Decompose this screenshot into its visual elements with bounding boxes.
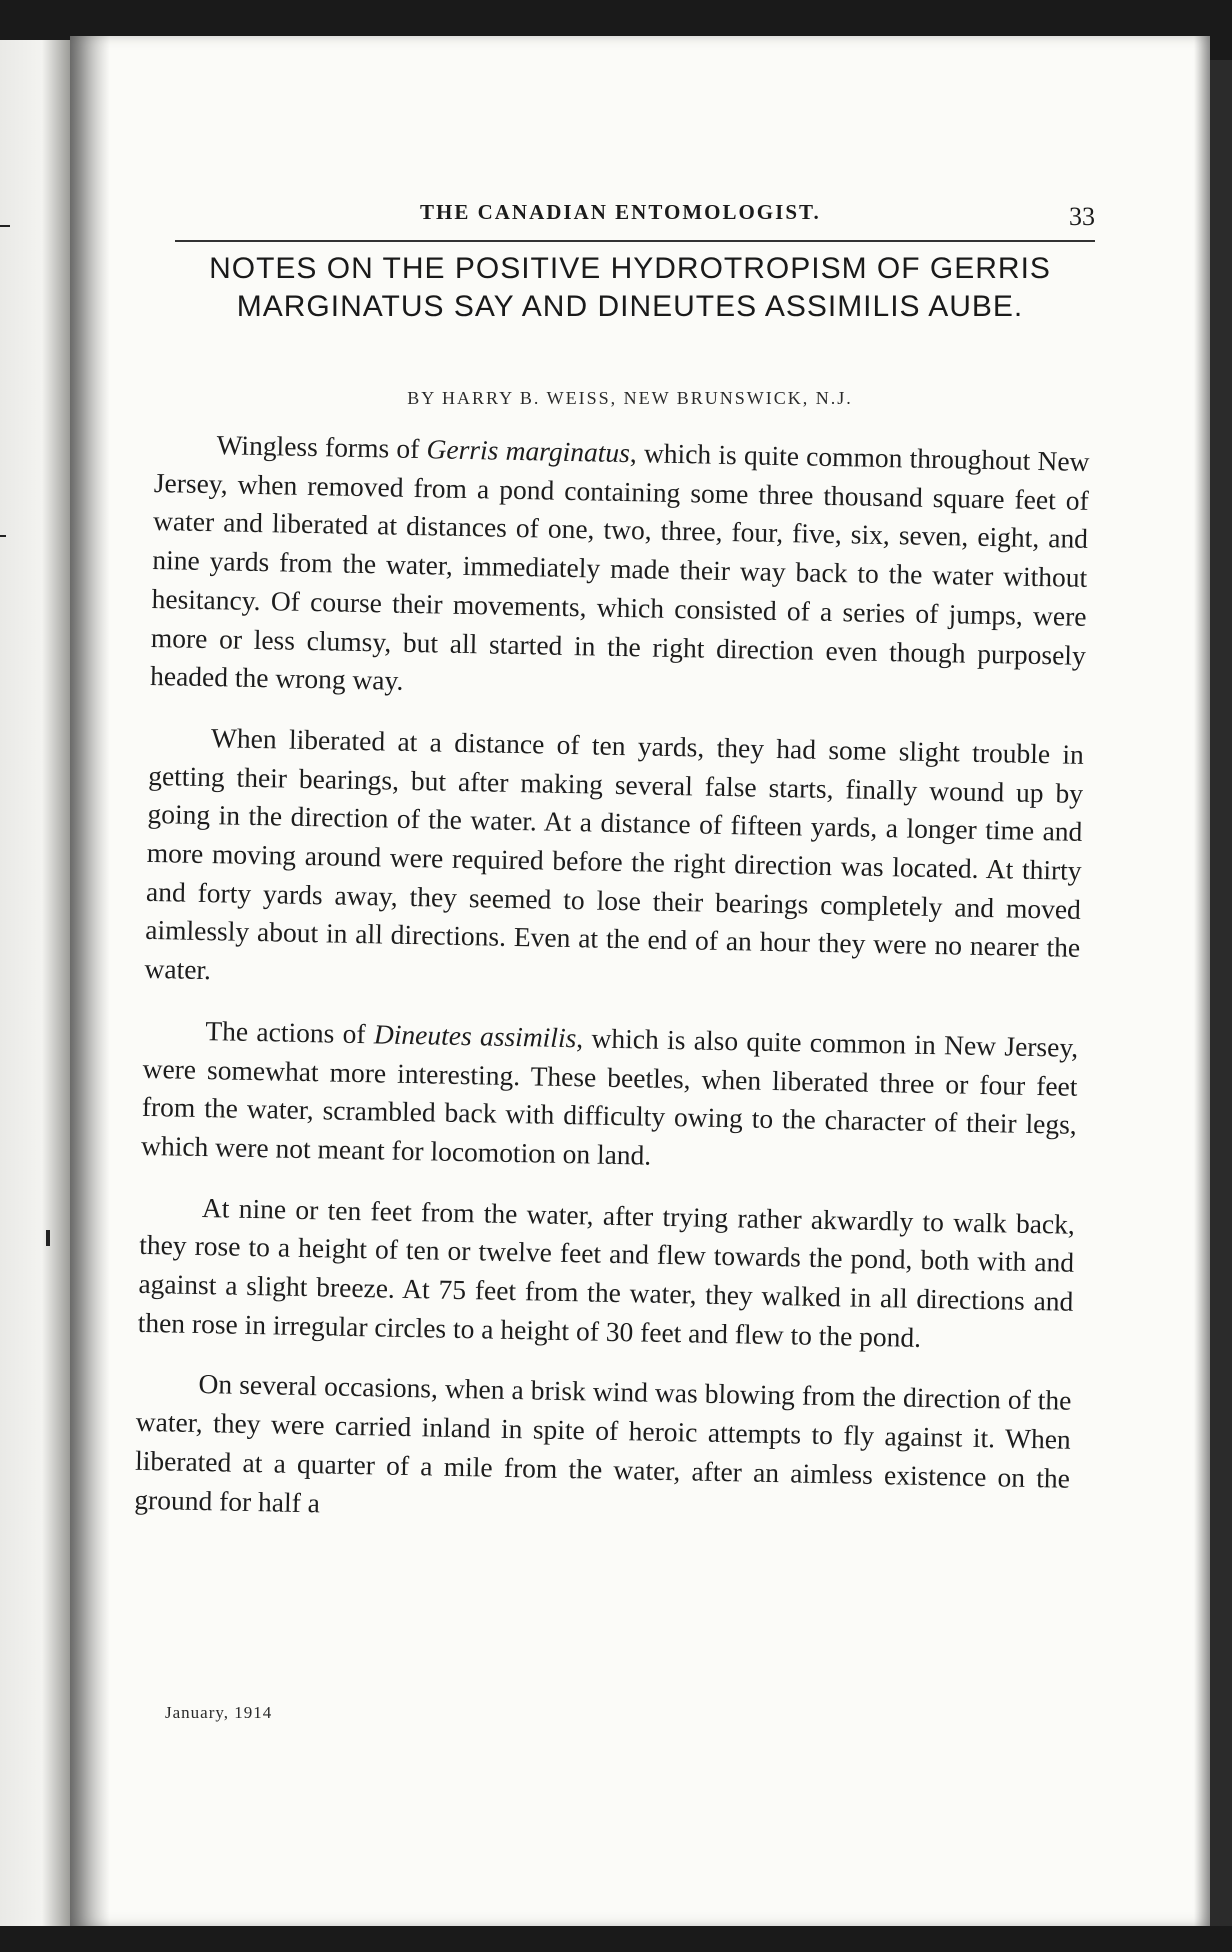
scan-border-bottom: [0, 1926, 1232, 1952]
facing-page-mark: [46, 1230, 50, 1246]
header-rule: [175, 240, 1095, 242]
paragraph: Wingless forms of Gerris marginatus, which is quite common throughout New Jersey, when removed from a pond containing some three thousand square feet of water and liberated at distances of one, two, three, four, five, six, seven, eight, and nine yards from the water, immediately made their way back to the water without hesitancy. Of course their movements, which consisted of a series of jumps, were more or less clumsy, but all started in the right direction even though purposely headed the wrong way.: [149, 429, 1090, 697]
paragraph: The actions of Dineutes assimilis, which is also quite common in New Jersey, were somewhat more interesting. These beetles, when liberated three or four feet from the water, scrambled back with difficulty owing to the character of their legs, which were not meant for locomotion on land.: [140, 1014, 1079, 1171]
facing-page-edge: [0, 40, 70, 1930]
article-body: [134, 425, 1090, 1537]
running-head: [175, 200, 1095, 240]
issue-date: January, 1914: [165, 1703, 273, 1722]
spine-shadow: [70, 36, 110, 1926]
page-edge-shadow: [1194, 36, 1210, 1926]
paragraph: At nine or ten feet from the water, after trying rather akwardly to walk back, they rose to a height of ten or twelve feet and flew towards the pond, both with and against a slight breeze. At 75 feet from the water, they walked in all directions and then rose in irregular circles to a height of 30 feet and flew to the pond.: [137, 1191, 1076, 1353]
page-number: 33: [1069, 202, 1095, 231]
article-title: NOTES ON THE POSITIVE HYDROTROPISM OF GERRIS MARGINATUS SAY AND DINEUTES ASSIMILIS AUBE.: [209, 252, 1051, 323]
facing-page-mark: [0, 225, 10, 227]
facing-page-mark: [0, 535, 6, 537]
species-name: Gerris marginatus: [426, 433, 631, 469]
running-title: THE CANADIAN ENTOMOLOGIST.: [420, 200, 821, 224]
species-name: Dineutes assimilis: [373, 1018, 577, 1054]
paragraph: When liberated at a distance of ten yards, they had some slight trouble in getting their bearings, but after making several false starts, finally wound up by going in the direction of the water. At a distance of fifteen yards, a longer time and more moving around were required before the right direction was located. At thirty and forty yards away, they seemed to lose their bearings completely and moved aimlessly about in all directions. Even at the end of an hour they were no nearer the water.: [144, 722, 1085, 986]
paragraph: On several occasions, when a brisk wind was blowing from the direction of the water, they were carried inland in spite of heroic attempts to fly against it. When liberated at a quarter of a mile from the water, after an aimless existence on the ground for half a: [134, 1368, 1072, 1518]
byline: BY HARRY B. WEISS, NEW BRUNSWICK, N.J.: [407, 388, 853, 408]
